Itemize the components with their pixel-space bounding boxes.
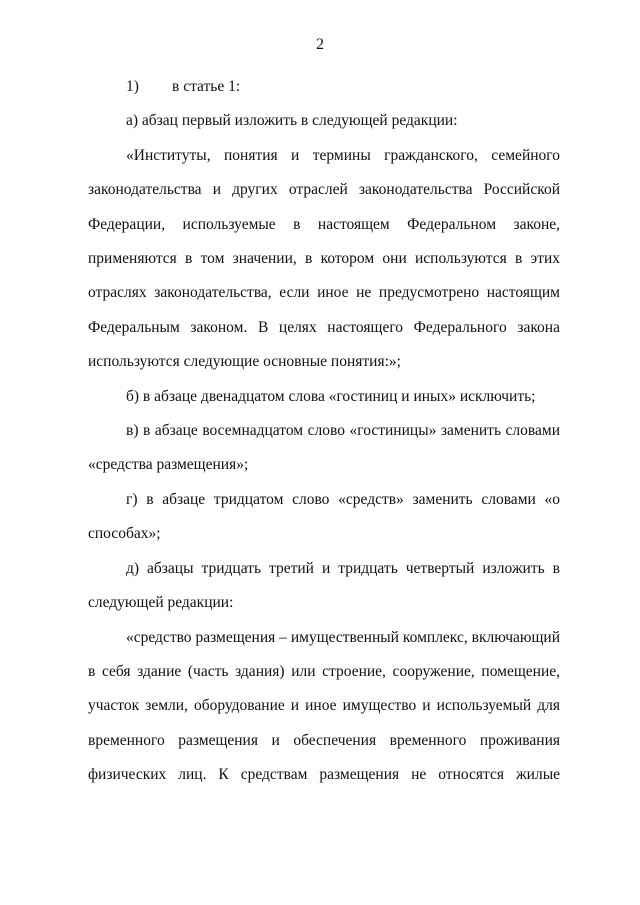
paragraph-2: а) абзац первый изложить в следующей редакции: [126, 112, 458, 130]
paragraph-4: б) в абзаце двенадцатом слова «гостиниц и иных» исключить; [126, 387, 536, 405]
paragraph-1-text: в статье 1: [172, 78, 241, 95]
page-number: 2 [316, 36, 324, 53]
item-number: 1) [126, 78, 139, 95]
paragraph-1 [88, 70, 560, 104]
paragraph-3: «Институты, понятия и термины гражданского, семейного законодательства и других отраслей законодательства Российской Федерации, используемые в настоящем Федеральном законе, применяются в том значении, в котором они используются в этих отраслях законодательства, если иное не предусмотрено настоящим Федеральным законом. В целях настоящего Федерального закона используются следующие основные понятия:»; [88, 146, 560, 371]
paragraph-7: д) абзацы тридцать третий и тридцать четвертый изложить в следующей редакции: [88, 559, 560, 612]
paragraph-8: «средство размещения – имущественный комплекс, включающий в себя здание (часть здания) или строение, сооружение, помещение, участок земли, оборудование и иное имущество и используемый для временного размещения и обеспечения временного проживания физических лиц. К средствам размещения не относятся жилые [88, 628, 560, 784]
paragraph-5: в) в абзаце восемнадцатом слово «гостиницы» заменить словами «средства размещения»; [88, 422, 560, 474]
paragraph-6: г) в абзаце тридцатом слово «средств» заменить словами «о способах»; [88, 490, 560, 543]
document-body [88, 70, 560, 793]
